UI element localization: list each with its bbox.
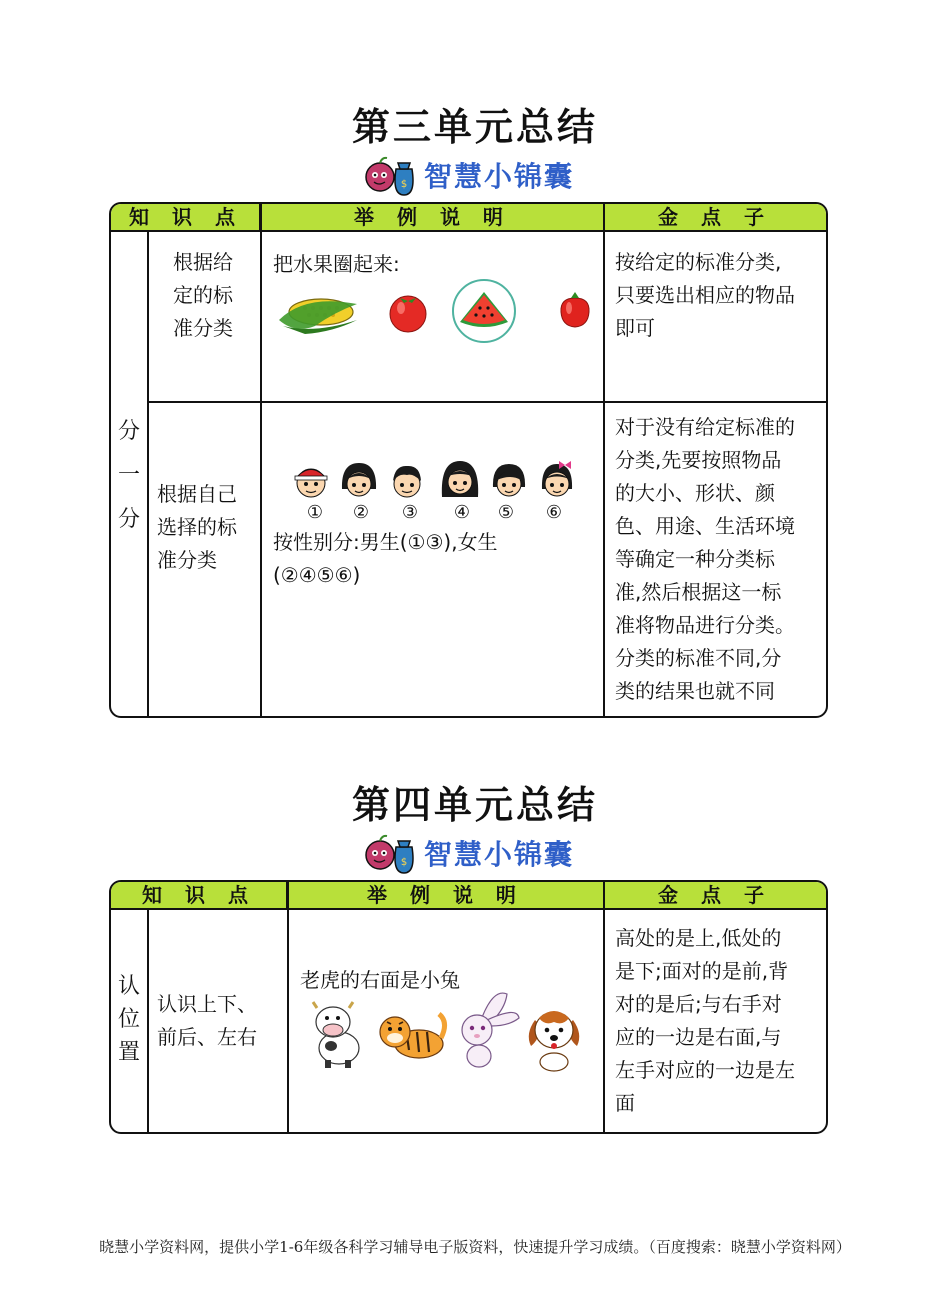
row2-point-line: 选择的标 [157,515,237,539]
row2-tip-line: 准将物品进行分类。 [615,613,795,637]
child-number: ⑤ [497,502,515,523]
header-example: 举 例 说 明 [354,205,511,229]
mascot-bag-icon [362,829,418,877]
category-char: 认 [117,974,140,999]
header-example: 举 例 说 明 [367,883,524,907]
row1-tip-line: 只要选出相应的物品 [615,283,795,307]
row1-example-text: 老虎的右面是小兔 [300,968,460,992]
row2-point-line: 准分类 [157,548,217,572]
row2-example-line: (②④⑤⑥) [273,563,361,587]
cow-icon [305,1000,373,1070]
row1-tip-line: 左手对应的一边是左 [615,1058,795,1082]
unit3-subtitle-row [362,150,574,200]
header-knowledge-point: 知 识 点 [142,883,256,907]
divider [147,910,149,1132]
unit4-subtitle-row [362,828,574,878]
divider [603,882,605,1132]
row2-tip-line: 类的结果也就不同 [615,679,775,703]
unit3-summary-table [109,202,828,718]
row2-tip-line: 分类,先要按照物品 [615,448,782,472]
girl-short-hair-icon [489,459,529,501]
divider [260,204,262,716]
row1-tip-line: 高处的是上,低处的 [615,926,782,950]
row2-tip-line: 的大小、形状、颜 [615,481,775,505]
divider [603,204,605,716]
unit4-title: 第四单元总结 [351,783,598,827]
category-char: 置 [117,1040,140,1065]
pepper-icon [557,290,593,330]
unit3-subtitle: 智慧小锦囊 [424,160,575,193]
unit3-title: 第三单元总结 [351,105,598,149]
puppy-icon [523,1000,585,1072]
row1-tip-line: 是下;面对的是前,背 [615,959,789,983]
unit4-subtitle: 智慧小锦囊 [424,838,575,871]
row2-tip-line: 等确定一种分类标 [615,547,775,571]
child-number: ⑥ [545,502,563,523]
rabbit-icon [447,986,523,1070]
row2-point-line: 根据自己 [157,482,237,506]
row2-tip-line: 色、用途、生活环境 [615,514,795,538]
row2-tip-line: 对于没有给定标准的 [615,415,795,439]
category-char: 位 [117,1007,140,1032]
child-number: ④ [453,502,471,523]
divider [147,232,149,716]
row1-tip-line: 对的是后;与右手对 [615,992,782,1016]
svg-text:$: $ [400,179,408,190]
row1-tip-line: 按给定的标准分类, [615,250,782,274]
tomato-icon [385,288,431,334]
divider [287,882,289,1132]
row1-tip-line: 即可 [615,316,655,340]
header-tips: 金 点 子 [658,883,772,907]
row1-tip-line: 应的一边是右面,与 [615,1025,782,1049]
girl-icon [339,459,379,501]
row2-tip-line: 分类的标准不同,分 [615,646,782,670]
category-char: 分 [117,419,140,444]
row1-point-line: 认识上下、 [157,992,257,1016]
category-char: 一 [117,463,140,488]
child-number: ① [306,502,324,523]
row1-tip-line: 面 [615,1091,635,1115]
header-tips: 金 点 子 [658,205,772,229]
mascot-bag-icon [362,151,418,199]
child-number: ② [352,502,370,523]
row1-point-line: 前后、左右 [157,1025,257,1049]
unit4-summary-table [109,880,828,1134]
row1-point-line: 定的标 [173,283,233,307]
boy-cap-icon [291,459,331,501]
row1-point-line: 准分类 [173,316,233,340]
svg-text:$: $ [400,857,408,868]
boy-icon [387,459,427,501]
watermelon-icon [450,278,518,344]
corn-icon [275,290,361,336]
divider [147,401,826,403]
row1-point-line: 根据给 [173,250,233,274]
footer-note: 晓慧小学资料网，提供小学1-6年级各科学习辅导电子版资料，快速提升学习成绩。（百度搜索：晓慧小学资料网） [99,1238,851,1256]
header-knowledge-point: 知 识 点 [129,205,243,229]
tiger-icon [375,1002,449,1068]
row2-tip-line: 准,然后根据这一标 [615,580,782,604]
girl-bow-icon [537,459,577,501]
child-number: ③ [401,502,419,523]
category-char: 分 [117,507,140,532]
girl-long-hair-icon [440,457,480,501]
row1-example-text: 把水果圈起来: [273,252,400,276]
row2-example-line: 按性别分:男生(①③),女生 [273,530,498,554]
